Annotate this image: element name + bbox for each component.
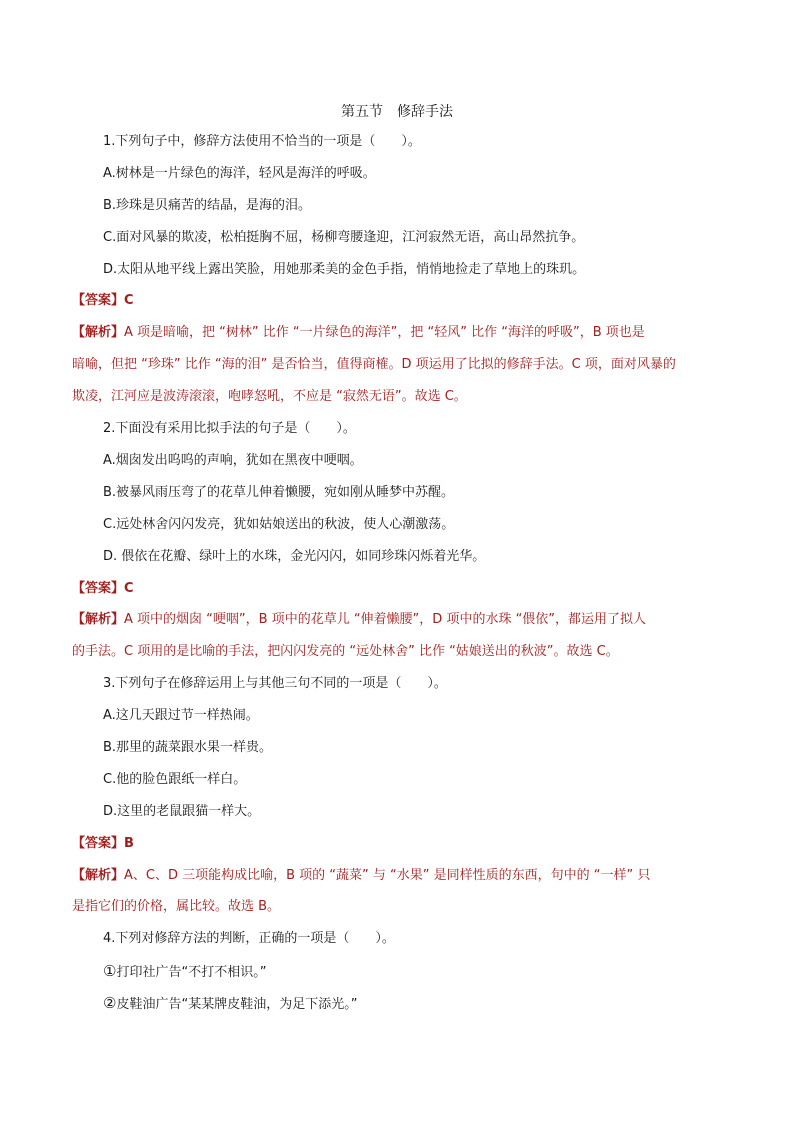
- answer-label: 【答案】: [72, 293, 125, 308]
- q2-option-b: B.被暴风雨压弯了的花草儿伸着懒腰，宛如刚从睡梦中苏醒。: [103, 485, 455, 500]
- answer-value: C: [124, 293, 134, 308]
- q3-option-c: C.他的脸色跟纸一样白。: [103, 772, 247, 787]
- answer-label: 【答案】: [72, 836, 125, 851]
- q2-option-a: A.烟囱发出呜呜的声响，犹如在黑夜中哽咽。: [103, 453, 363, 468]
- q2-answer: [72, 579, 134, 599]
- q4-item-2: [103, 993, 357, 1015]
- q3-analysis-line-2: 是指它们的价格，属比较。故选 B。: [72, 899, 281, 914]
- section-title: 第五节 修辞手法: [341, 104, 453, 120]
- q2-analysis-line-1: [72, 610, 646, 630]
- q1-answer: [72, 291, 134, 311]
- q1-option-c: C.面对风暴的欺凌，松柏挺胸不屈，杨柳弯腰逢迎，江河寂然无语，高山昂然抗争。: [103, 230, 585, 245]
- circled-number-2: ②: [103, 994, 117, 1012]
- q1-analysis-line-3: 欺凌，江河应是波涛滚滚，咆哮怒吼，不应是 “寂然无语”。故选 C。: [72, 389, 467, 404]
- q2-option-c: C.远处林舍闪闪发亮，犹如姑娘送出的秋波，使人心潮激荡。: [103, 517, 455, 532]
- answer-label: 【答案】: [72, 581, 125, 596]
- analysis-label: 【解析】: [72, 612, 125, 627]
- q3-option-b: B.那里的蔬菜跟水果一样贵。: [103, 740, 273, 755]
- q1-analysis-line-1: [72, 323, 645, 343]
- q1-option-d: D.太阳从地平线上露出笑脸，用她那柔美的金色手指，悄悄地捡走了草地上的珠玑。: [103, 262, 586, 277]
- answer-value: C: [124, 581, 134, 596]
- q4-stem: 4.下列对修辞方法的判断，正确的一项是（ ）。: [103, 931, 395, 946]
- q1-stem: 1.下列句子中，修辞方法使用不恰当的一项是（ ）。: [103, 134, 421, 149]
- analysis-label: 【解析】: [72, 868, 125, 883]
- analysis-text: A、C、D 三项能构成比喻，B 项的 “蔬菜” 与 “水果” 是同样性质的东西，句中的 “一样” 只: [124, 868, 651, 883]
- q3-option-d: D.这里的老鼠跟猫一样大。: [103, 804, 261, 819]
- q1-option-a: A.树林是一片绿色的海洋，轻风是海洋的呼吸。: [103, 166, 376, 181]
- q3-option-a: A.这几天跟过节一样热闹。: [103, 708, 259, 723]
- q4-item-1-text: 打印社广告“不打不相识。”: [116, 965, 267, 980]
- analysis-label: 【解析】: [72, 325, 125, 340]
- q3-stem: 3.下列句子在修辞运用上与其他三句不同的一项是（ ）。: [103, 676, 447, 691]
- q2-analysis-line-2: 的手法。C 项用的是比喻的手法，把闪闪发亮的 “远处林舍” 比作 “姑娘送出的秋波”。故选 C。: [72, 644, 619, 659]
- analysis-text: A 项是暗喻，把 “树林” 比作 “一片绿色的海洋”，把 “轻风” 比作 “海洋的呼吸”，B 项也是: [124, 325, 645, 340]
- q1-option-b: B.珍珠是贝痛苦的结晶，是海的泪。: [103, 198, 312, 213]
- q3-analysis-line-1: [72, 866, 650, 886]
- q2-stem: 2.下面没有采用比拟手法的句子是（ ）。: [103, 421, 356, 436]
- q1-analysis-line-2: 暗喻，但把 “珍珠” 比作 “海的泪” 是否恰当，值得商榷。D 项运用了比拟的修辞手法。C 项，面对风暴的: [72, 357, 676, 372]
- q4-item-2-text: 皮鞋油广告“某某牌皮鞋油，为足下添光。”: [116, 997, 358, 1012]
- answer-value: B: [124, 836, 134, 851]
- q4-item-1: [103, 961, 266, 983]
- q2-option-d: D. 偎依在花瓣、绿叶上的水珠，金光闪闪，如同珍珠闪烁着光华。: [103, 549, 486, 564]
- circled-number-1: ①: [103, 962, 117, 980]
- analysis-text: A 项中的烟囱 “哽咽”，B 项中的花草儿 “伸着懒腰”，D 项中的水珠 “偎依”，都运用了拟人: [124, 612, 647, 627]
- q3-answer: [72, 834, 134, 854]
